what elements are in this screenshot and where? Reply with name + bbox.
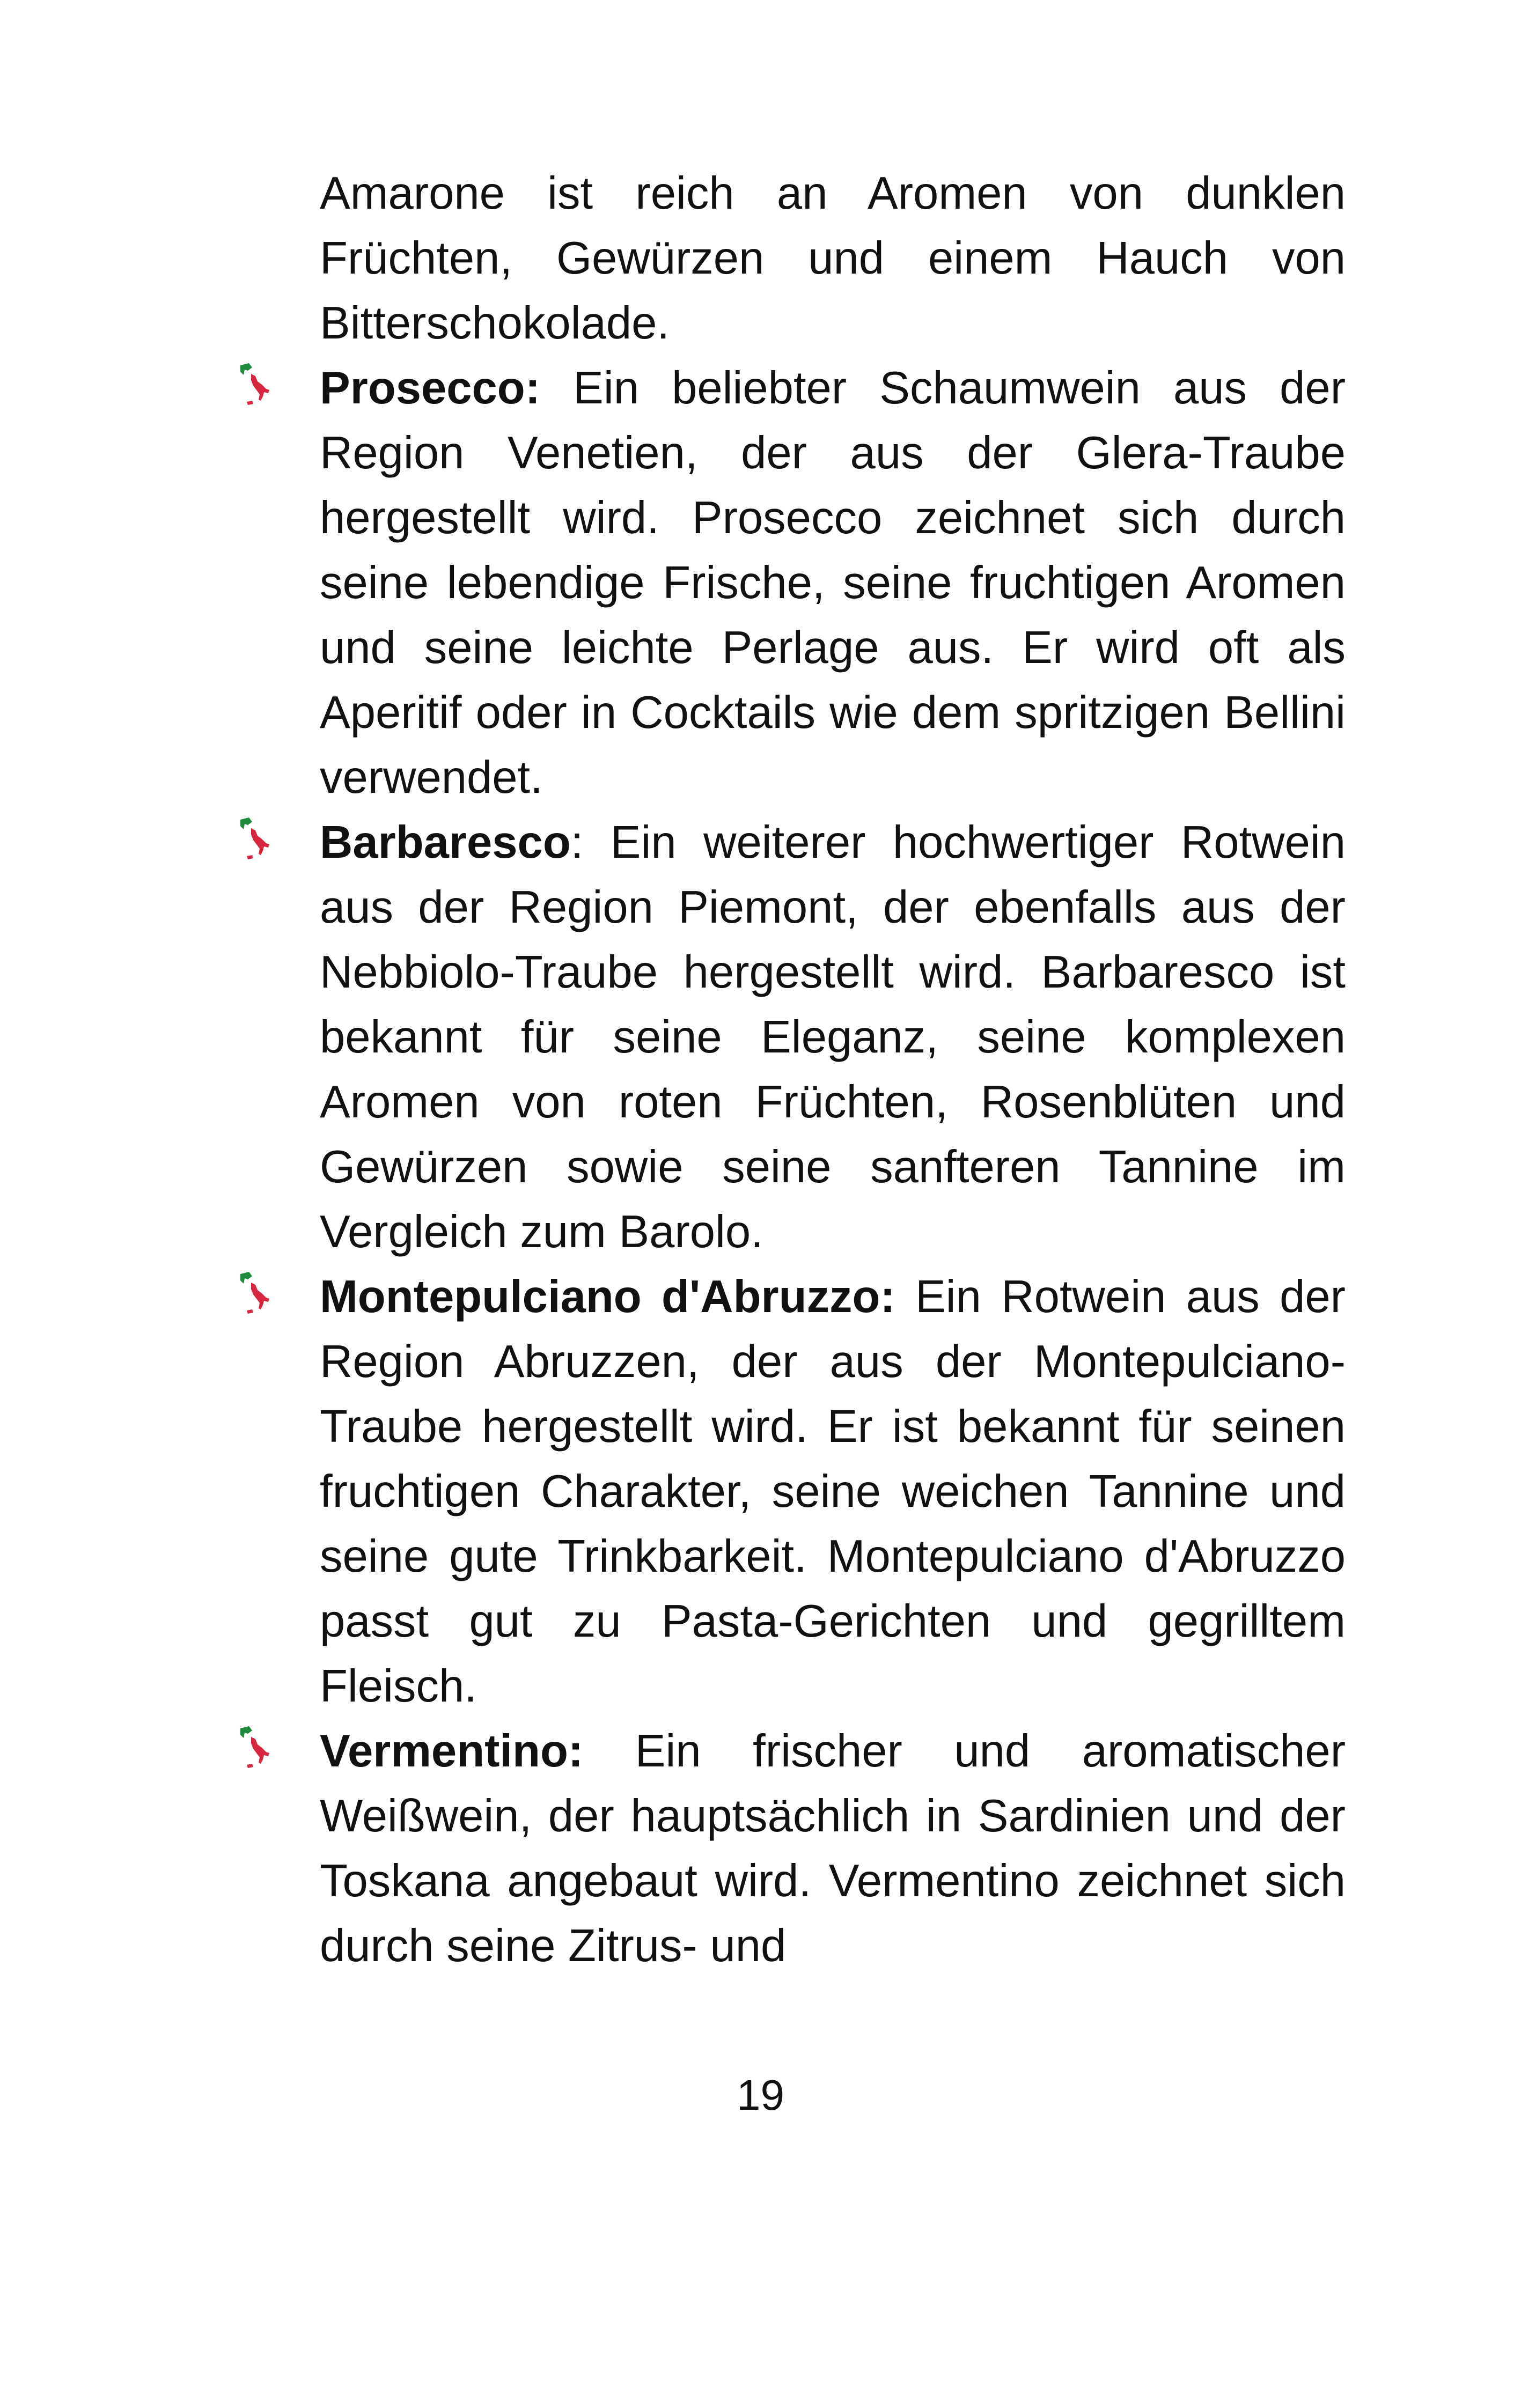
list-item-prosecco — [320, 356, 1346, 810]
list-item-vermentino — [320, 1719, 1346, 1978]
italy-map-icon — [234, 1270, 277, 1318]
item-term: Montepulciano d'Abruzzo: — [320, 1271, 895, 1322]
item-text: Ein beliebter Schaumwein aus der Region Venetien, der aus der Glera-Traube hergestellt wird. Prosecco zeichnet sich durch seine lebendige Frische, seine fruchtigen Aromen und seine leichte Perlage aus. Er wird oft als Aperitif oder in Cocktails wie dem spritzigen Bellini verwendet. — [320, 363, 1346, 803]
item-term: Barbaresco — [320, 817, 571, 868]
page-content — [320, 161, 1346, 1978]
italy-map-icon — [234, 1724, 277, 1772]
italy-map-icon — [234, 361, 277, 409]
item-text: Ein frischer und aromatischer Weißwein, der hauptsächlich in Sardinien und der Toskana angebaut wird. Vermentino zeichnet sich durch seine Zitrus- und — [320, 1726, 1346, 1971]
intro-paragraph: Amarone ist reich an Aromen von dunklen Früchten, Gewürzen und einem Hauch von Bitterschokolade. — [320, 168, 1346, 349]
list-item-barbaresco — [320, 810, 1346, 1264]
item-text: : Ein weiterer hochwertiger Rotwein aus der Region Piemont, der ebenfalls aus der Nebbiolo-Traube hergestellt wird. Barbaresco ist bekannt für seine Eleganz, seine komplexen Aromen von roten Früchten, Rosenblüten und Gewürzen sowie seine sanfteren Tannine im Vergleich zum Barolo. — [320, 817, 1346, 1257]
italy-map-icon — [234, 815, 277, 864]
item-text: Ein Rotwein aus der Region Abruzzen, der aus der Montepulciano-Traube hergestellt wird. Er ist bekannt für seinen fruchtigen Charakter, seine weichen Tannine und seine gute Trinkbarkeit. Montepulciano d'Abruzzo passt gut zu Pasta-Gerichten und gegrilltem Fleisch. — [320, 1271, 1346, 1712]
item-term: Prosecco: — [320, 363, 541, 414]
list-item-montepulciano — [320, 1264, 1346, 1719]
item-term: Vermentino: — [320, 1726, 584, 1777]
page-number: 19 — [737, 2071, 784, 2119]
